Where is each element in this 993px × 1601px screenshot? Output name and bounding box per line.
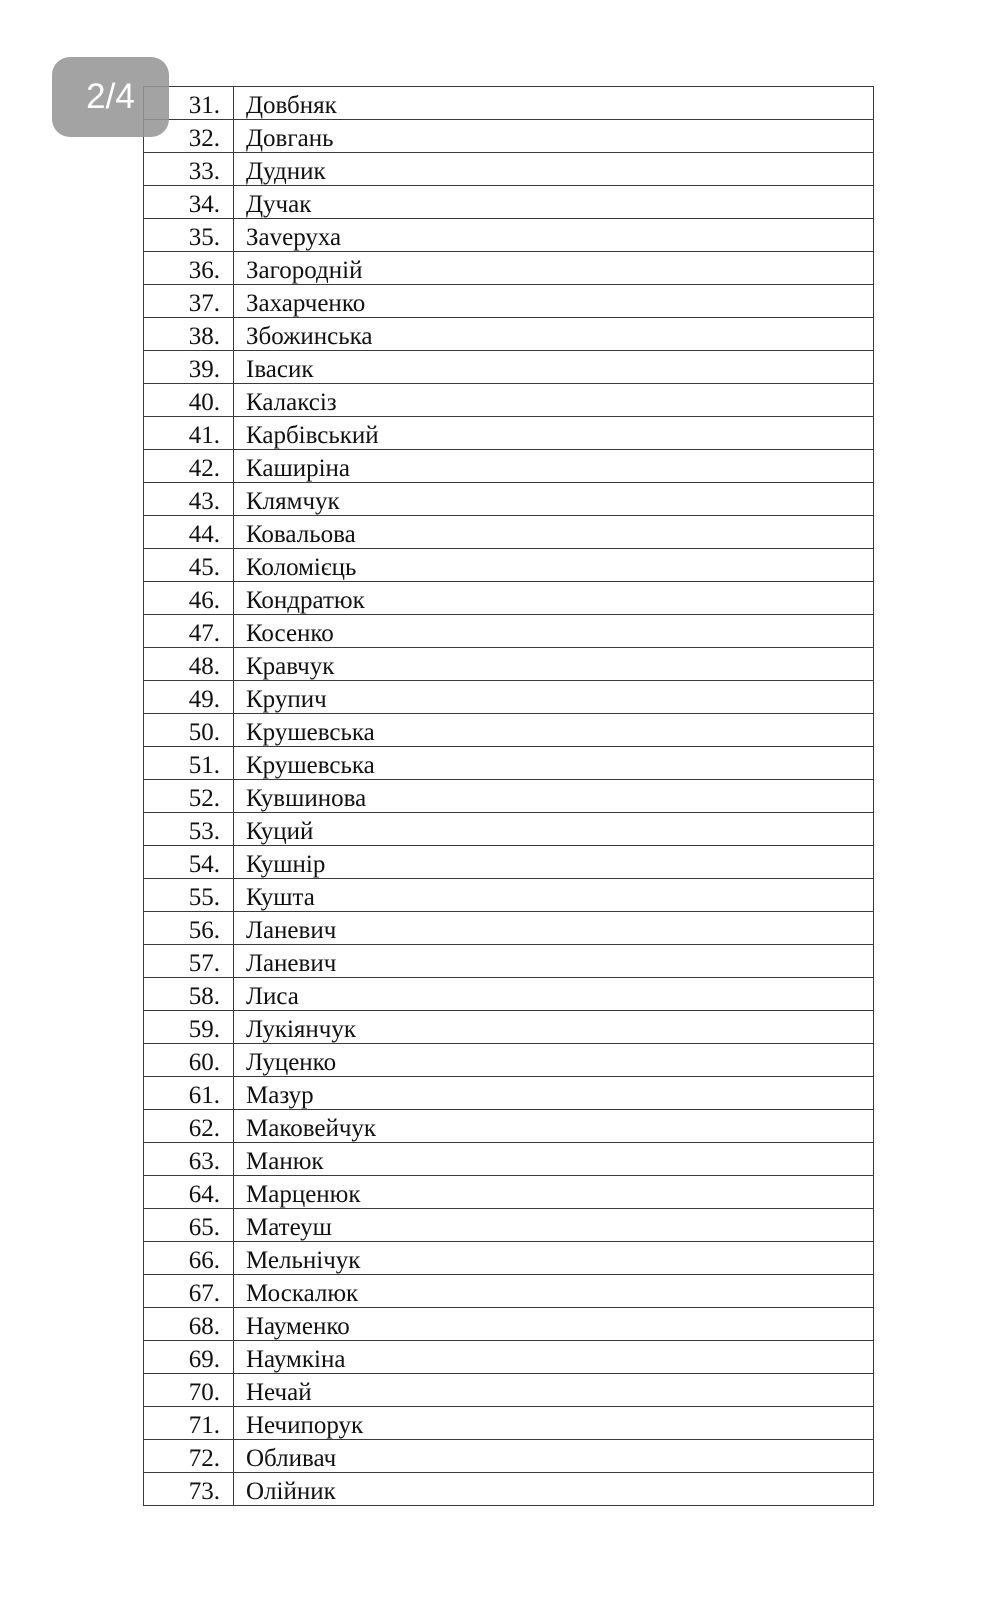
row-surname: Кравчук (234, 648, 874, 681)
row-surname: Івасик (234, 351, 874, 384)
row-number: 68. (144, 1308, 234, 1341)
table-row (144, 252, 874, 285)
table-row (144, 219, 874, 252)
row-number: 56. (144, 912, 234, 945)
row-surname: Загородній (234, 252, 874, 285)
table-row (144, 1473, 874, 1506)
row-surname: Москалюк (234, 1275, 874, 1308)
row-surname: Куций (234, 813, 874, 846)
table-row (144, 417, 874, 450)
row-number: 54. (144, 846, 234, 879)
table-row (144, 648, 874, 681)
row-number: 58. (144, 978, 234, 1011)
row-number: 62. (144, 1110, 234, 1143)
table-row (144, 1341, 874, 1374)
row-number: 71. (144, 1407, 234, 1440)
row-surname: Мельнічук (234, 1242, 874, 1275)
table-row (144, 186, 874, 219)
table-row (144, 1209, 874, 1242)
row-number: 60. (144, 1044, 234, 1077)
row-surname: Ковальова (234, 516, 874, 549)
row-number: 64. (144, 1176, 234, 1209)
row-surname: Дудник (234, 153, 874, 186)
row-number: 73. (144, 1473, 234, 1506)
row-surname: Крушевська (234, 714, 874, 747)
row-number: 40. (144, 384, 234, 417)
row-number: 41. (144, 417, 234, 450)
table-row (144, 351, 874, 384)
row-number: 49. (144, 681, 234, 714)
row-surname: Нечай (234, 1374, 874, 1407)
table-row (144, 714, 874, 747)
row-surname: Ланевич (234, 945, 874, 978)
table-row (144, 879, 874, 912)
row-surname: Наумкіна (234, 1341, 874, 1374)
table-row (144, 87, 874, 120)
row-surname: Матеуш (234, 1209, 874, 1242)
table-row (144, 153, 874, 186)
row-number: 38. (144, 318, 234, 351)
row-surname: Науменко (234, 1308, 874, 1341)
table-row (144, 1110, 874, 1143)
row-surname: Збожинська (234, 318, 874, 351)
table-row (144, 1077, 874, 1110)
table-row (144, 483, 874, 516)
row-surname: Клямчук (234, 483, 874, 516)
row-surname: Маковейчук (234, 1110, 874, 1143)
page-indicator: 2/4 (52, 57, 169, 137)
table-row (144, 1242, 874, 1275)
row-surname: Крупич (234, 681, 874, 714)
row-number: 61. (144, 1077, 234, 1110)
row-surname: Лиса (234, 978, 874, 1011)
table-row (144, 516, 874, 549)
table-row (144, 384, 874, 417)
table-row (144, 120, 874, 153)
table-row (144, 1275, 874, 1308)
table-row (144, 582, 874, 615)
row-number: 65. (144, 1209, 234, 1242)
names-table (143, 86, 874, 1506)
table-row (144, 846, 874, 879)
row-surname: Косенко (234, 615, 874, 648)
row-number: 37. (144, 285, 234, 318)
row-surname: Захарченко (234, 285, 874, 318)
row-surname: Лукіянчук (234, 1011, 874, 1044)
row-surname: Крушевська (234, 747, 874, 780)
table-row (144, 549, 874, 582)
row-surname: Кушта (234, 879, 874, 912)
row-number: 57. (144, 945, 234, 978)
row-surname: Кувшинова (234, 780, 874, 813)
row-surname: Манюк (234, 1143, 874, 1176)
row-number: 36. (144, 252, 234, 285)
row-surname: Карбівський (234, 417, 874, 450)
table-row (144, 747, 874, 780)
row-surname: Ланевич (234, 912, 874, 945)
row-number: 72. (144, 1440, 234, 1473)
row-surname: Мазур (234, 1077, 874, 1110)
row-number: 67. (144, 1275, 234, 1308)
table-row (144, 285, 874, 318)
row-number: 31. (144, 87, 234, 120)
row-surname: Довгань (234, 120, 874, 153)
table-row (144, 318, 874, 351)
row-surname: Кондратюк (234, 582, 874, 615)
row-surname: Калаксіз (234, 384, 874, 417)
row-surname: Нечипорук (234, 1407, 874, 1440)
table-row (144, 1044, 874, 1077)
row-number: 59. (144, 1011, 234, 1044)
row-surname: Луценко (234, 1044, 874, 1077)
table-row (144, 1407, 874, 1440)
table-row (144, 813, 874, 846)
row-number: 34. (144, 186, 234, 219)
row-number: 45. (144, 549, 234, 582)
table-row (144, 1440, 874, 1473)
row-surname: Довбняк (234, 87, 874, 120)
table-row (144, 912, 874, 945)
row-number: 46. (144, 582, 234, 615)
row-number: 50. (144, 714, 234, 747)
row-surname: Заveруха (234, 219, 874, 252)
table-row (144, 1308, 874, 1341)
row-surname: Дучак (234, 186, 874, 219)
row-surname: Обливач (234, 1440, 874, 1473)
row-surname: Олійник (234, 1473, 874, 1506)
row-surname: Кушнір (234, 846, 874, 879)
row-number: 48. (144, 648, 234, 681)
row-number: 33. (144, 153, 234, 186)
table-row (144, 450, 874, 483)
table-row (144, 1143, 874, 1176)
row-number: 44. (144, 516, 234, 549)
row-number: 39. (144, 351, 234, 384)
row-number: 32. (144, 120, 234, 153)
row-number: 43. (144, 483, 234, 516)
row-number: 47. (144, 615, 234, 648)
table-row (144, 681, 874, 714)
table-row (144, 1176, 874, 1209)
table-row (144, 978, 874, 1011)
table-row (144, 615, 874, 648)
row-surname: Марценюк (234, 1176, 874, 1209)
row-number: 66. (144, 1242, 234, 1275)
row-number: 69. (144, 1341, 234, 1374)
table-row (144, 1011, 874, 1044)
row-number: 55. (144, 879, 234, 912)
row-number: 53. (144, 813, 234, 846)
row-number: 52. (144, 780, 234, 813)
row-number: 42. (144, 450, 234, 483)
table-row (144, 780, 874, 813)
row-number: 70. (144, 1374, 234, 1407)
row-number: 35. (144, 219, 234, 252)
table-row (144, 945, 874, 978)
row-surname: Каширіна (234, 450, 874, 483)
row-number: 63. (144, 1143, 234, 1176)
row-surname: Коломієць (234, 549, 874, 582)
names-table-body (144, 87, 874, 1506)
table-row (144, 1374, 874, 1407)
row-number: 51. (144, 747, 234, 780)
